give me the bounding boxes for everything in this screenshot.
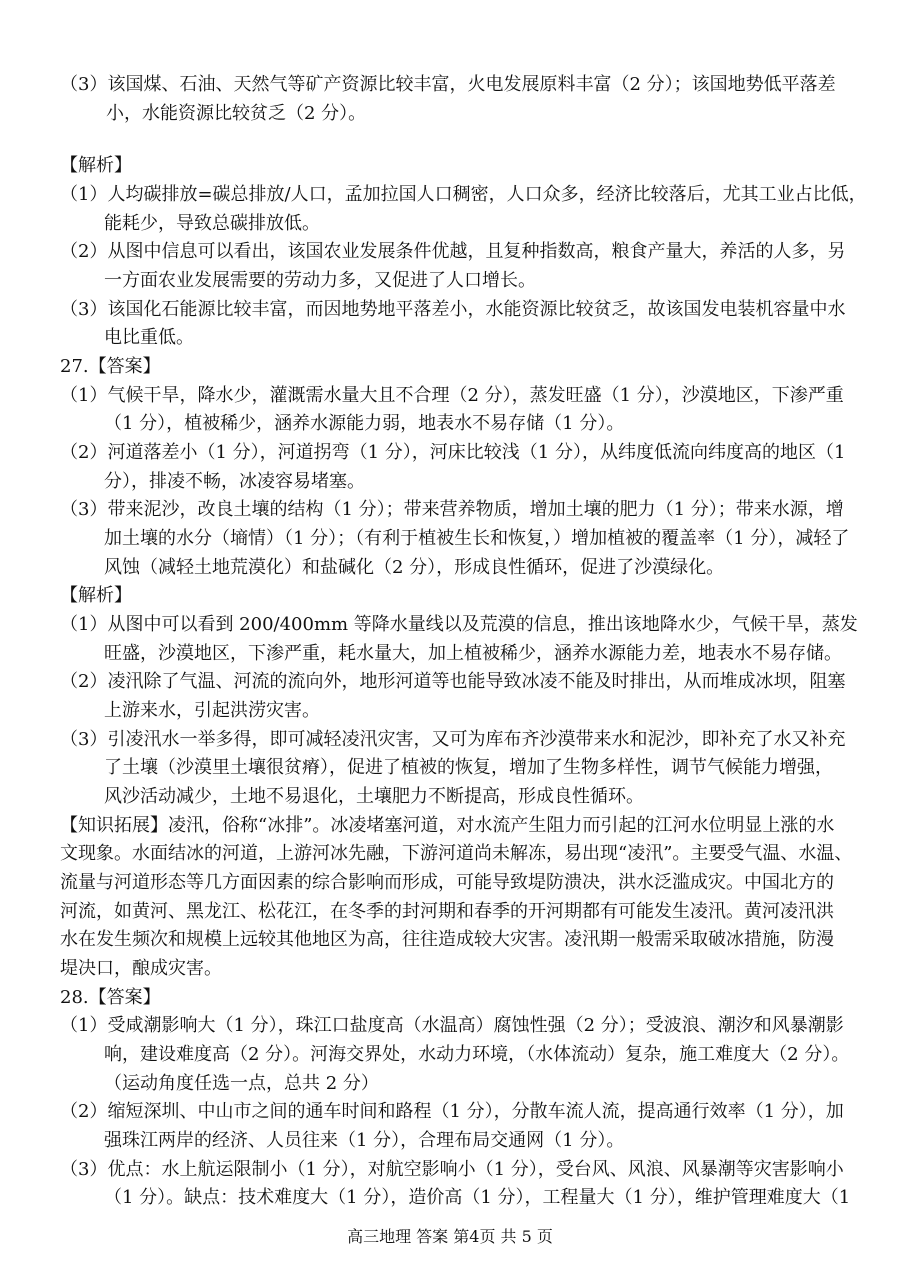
- page-footer: 高三地理 答案 第4页 共 5 页: [347, 1227, 553, 1246]
- text-line: 流量与河道形态等几方面因素的综合影响而形成，可能导致堤防溃决，洪水泛滥成灾。中国北方的: [60, 872, 834, 893]
- section-heading: 【解析】: [60, 585, 132, 606]
- text-line: （2）从图中信息可以看出，该国农业发展条件优越，且复种指数高，粮食产量大，养活的人多，另: [60, 241, 846, 262]
- text-line: （1）受咸潮影响大（1 分），珠江口盐度高（水温高）腐蚀性强（2 分）；受波浪、潮汐和风暴潮影: [60, 1015, 844, 1036]
- text-line: 一方面农业发展需要的劳动力多，又促进了人口增长。: [104, 270, 536, 291]
- text-line: 了土壤（沙漠里土壤很贫瘠），促进了植被的恢复，增加了生物多样性，调节气候能力增强，: [104, 757, 833, 778]
- text-line: 河流，如黄河、黑龙江、松花江，在冬季的封河期和春季的开河期都有可能发生凌汛。黄河凌汛洪: [60, 901, 834, 922]
- text-line: （1 分）。缺点：技术难度大（1 分），造价高（1 分），工程量大（1 分），维护管理难度大（1: [104, 1187, 851, 1208]
- text-line: （运动角度任选一点，总共 2 分）: [104, 1073, 379, 1094]
- text-line: 上游来水，引起洪涝灾害。: [104, 700, 320, 721]
- question-heading: 27.【答案】: [60, 356, 161, 377]
- text-line: （3）带来泥沙，改良土壤的结构（1 分）；带来营养物质，增加土壤的肥力（1 分）；带来水源，增: [60, 499, 844, 520]
- text-line: （2）河道落差小（1 分），河道拐弯（1 分），河床比较浅（1 分），从纬度低流向纬度高的地区（1: [60, 442, 846, 463]
- text-line: （3）优点：水上航运限制小（1 分），对航空影响小（1 分），受台风、风浪、风暴潮等灾害影响小: [60, 1159, 844, 1180]
- text-line: 响，建设难度高（2 分）。河海交界处，水动力环境，（水体流动）复杂，施工难度大（2 分）。: [104, 1044, 850, 1065]
- text-line: （1）从图中可以看到 200/400mm 等降水量线以及荒漠的信息，推出该地降水少，气候干旱，蒸发: [60, 614, 858, 635]
- section-heading: 【解析】: [60, 155, 132, 176]
- text-line: （3）该国煤、石油、天然气等矿产资源比较丰富，火电发展原料丰富（2 分）；该国地势低平落差: [60, 74, 836, 95]
- text-line: （1 分），植被稀少，涵养水源能力弱，地表水不易存储（1 分）。: [104, 413, 625, 434]
- text-line: 水在发生频次和规模上远较其他地区为高，往往造成较大灾害。凌汛期一般需采取破冰措施，防漫: [60, 929, 834, 950]
- text-line: 风沙活动减少，土地不易退化，土壤肥力不断提高，形成良性循环。: [104, 786, 644, 807]
- text-line: （2）凌汛除了气温、河流的流向外，地形河道等也能导致冰凌不能及时排出，从而堆成冰坝，阻塞: [60, 671, 846, 692]
- text-line: 电比重低。: [104, 327, 194, 348]
- text-line: （2）缩短深圳、中山市之间的通车时间和路程（1 分），分散车流人流，提高通行效率（1 分），加: [60, 1101, 844, 1122]
- text-line: 堤决口，酿成灾害。: [60, 958, 222, 979]
- text-line: 分），排凌不畅，冰凌容易堵塞。: [104, 471, 365, 492]
- text-line: （3）该国化石能源比较丰富，而因地势地平落差小，水能资源比较贫乏，故该国发电装机容量中水: [60, 299, 846, 320]
- text-line: 小，水能资源比较贫乏（2 分）。: [106, 103, 367, 124]
- text-line: 旺盛，沙漠地区，下渗严重，耗水量大，加上植被稀少，涵养水源能力差，地表水不易存储。: [104, 643, 842, 664]
- text-line: 文现象。水面结冰的河道，上游河冰先融，下游河道尚未解冻，易出现“凌汛”。主要受气温、水温、: [60, 843, 853, 864]
- text-line: 强珠江两岸的经济、人员往来（1 分），合理布局交通网（1 分）。: [104, 1130, 625, 1151]
- text-line: （1）气候干旱，降水少，灌溉需水量大且不合理（2 分），蒸发旺盛（1 分），沙漠地区，下渗严重: [60, 385, 844, 406]
- text-line: 能耗少，导致总碳排放低。: [104, 213, 320, 234]
- text-line: 加土壤的水分（墒情）（1 分）；（有利于植被生长和恢复，）增加植被的覆盖率（1 分），减轻了: [104, 528, 850, 549]
- question-heading: 28.【答案】: [60, 987, 161, 1008]
- knowledge-extension: 【知识拓展】凌汛，俗称“冰排”。冰凌堵塞河道，对水流产生阻力而引起的江河水位明显上涨的水: [60, 815, 835, 836]
- text-line: （3）引凌汛水一举多得，即可减轻凌汛灾害，又可为库布齐沙漠带来水和泥沙，即补充了水又补充: [60, 729, 846, 750]
- text-line: （1）人均碳排放=碳总排放/人口，孟加拉国人口稠密，人口众多，经济比较落后，尤其工业占比低，: [60, 184, 867, 205]
- text-line: 风蚀（减轻土地荒漠化）和盐碱化（2 分），形成良性循环，促进了沙漠绿化。: [104, 557, 725, 578]
